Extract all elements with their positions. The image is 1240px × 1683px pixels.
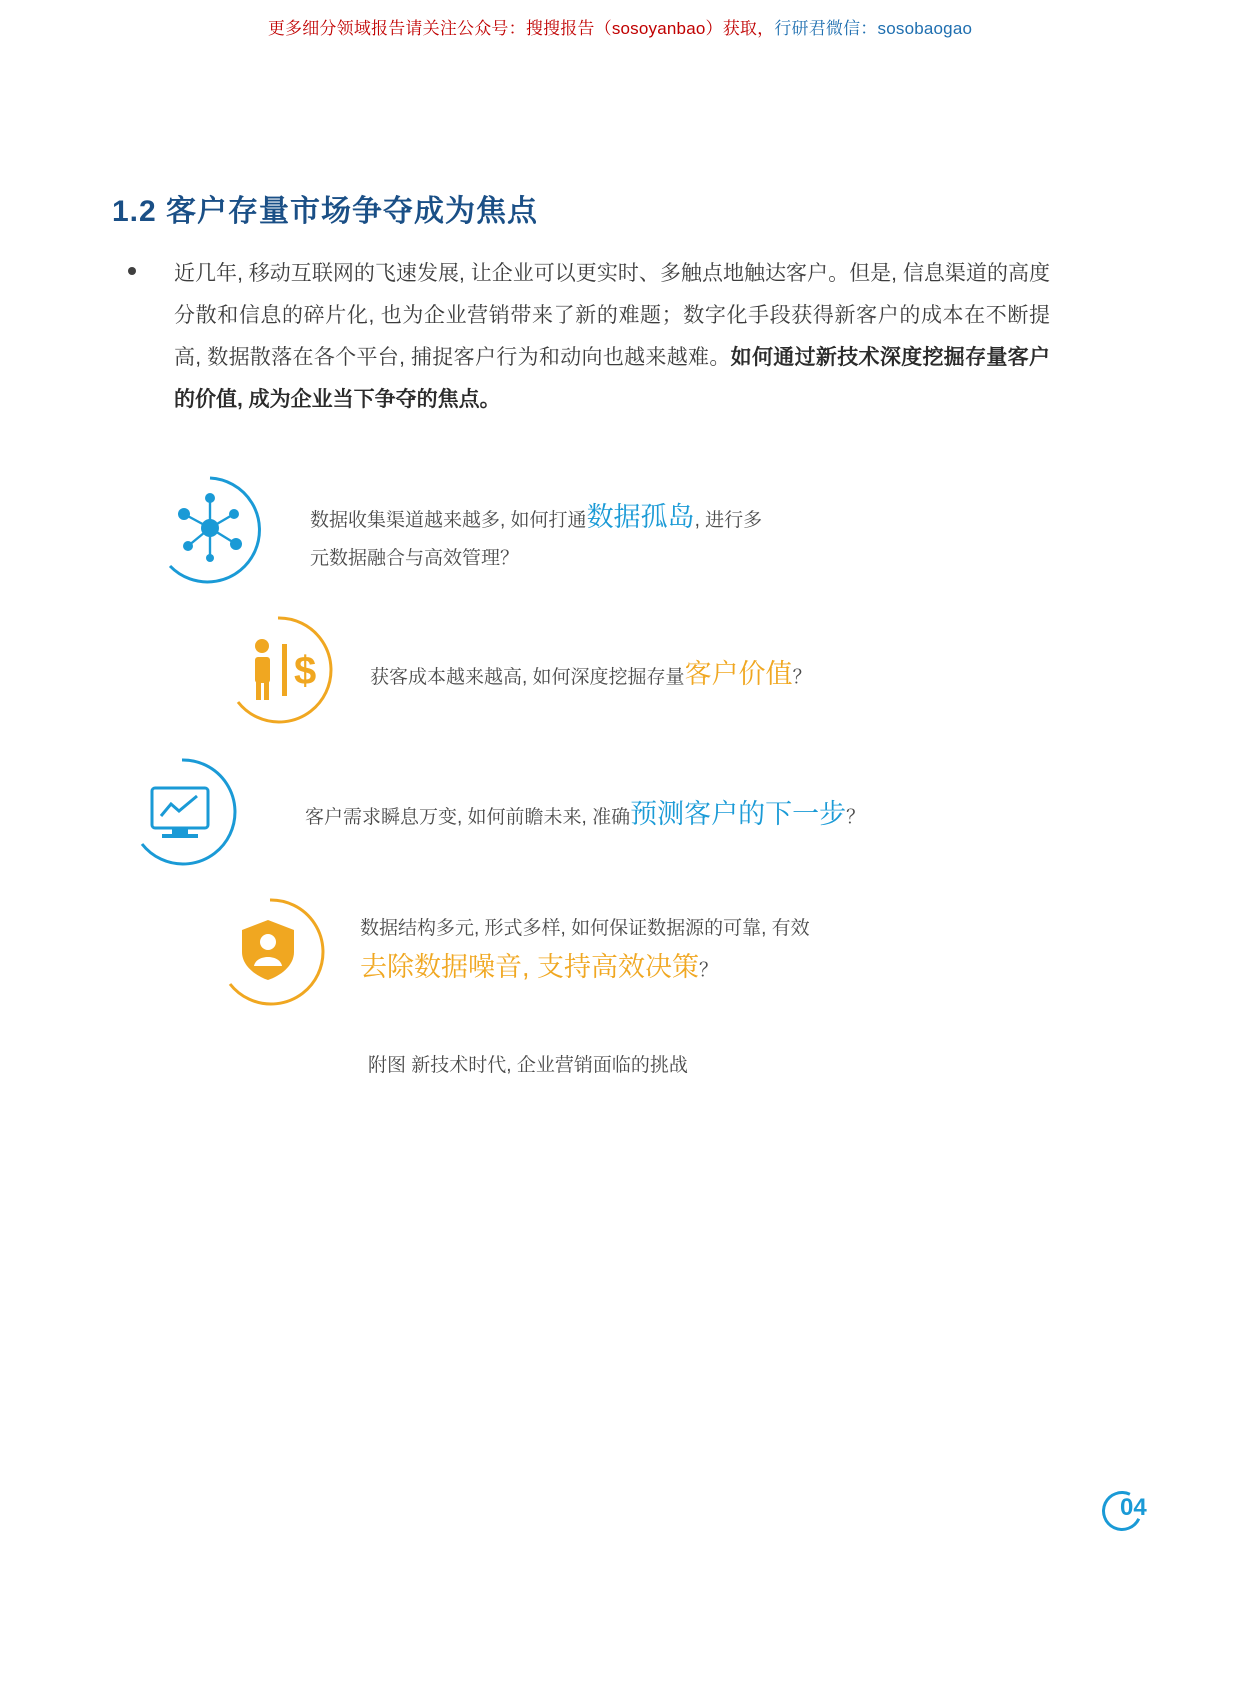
monitor-chart-icon: [120, 750, 240, 870]
figure-caption: 附图 新技术时代, 企业营销面临的挑战: [368, 1055, 688, 1076]
promo-banner-wechat-text: 行研君微信：sosobaogao: [774, 19, 973, 38]
bullet-paragraph: [120, 253, 1050, 421]
promo-banner-red-text: 更多细分领域报告请关注公众号：搜搜报告（sosoyanbao）获取，: [267, 19, 775, 38]
page-title: 1.2 客户存量市场争夺成为焦点: [112, 195, 539, 228]
figure-row-1-text: [310, 498, 770, 578]
figure-row-2-highlight: 客户价值: [684, 659, 793, 689]
figure-row-3-text: [305, 795, 865, 837]
figure-row-4-text-before: 数据结构多元, 形式多样, 如何保证数据源的可靠, 有效: [360, 918, 810, 939]
figure-row-3-highlight: 预测客户的下一步: [630, 799, 847, 829]
figure-row-4: [210, 890, 1110, 1030]
figure-row-1-text-before: 数据收集渠道越来越多, 如何打通: [310, 510, 587, 531]
figure-row-4-text-after: ？: [699, 960, 719, 981]
figure-row-2-text-after: ？: [792, 667, 812, 688]
bullet-dot-icon: [128, 267, 136, 275]
figure-row-2: [220, 610, 1110, 750]
figure-row-1-highlight: 数据孤岛: [586, 502, 695, 532]
promo-banner: [0, 14, 1240, 39]
network-nodes-icon: [150, 470, 270, 590]
paragraph-normal-text: 近几年, 移动互联网的飞速发展, 让企业可以更实时、多触点地触达客户。但是, 信息渠道的高度分散和信息的碎片化, 也为企业营销带来了新的难题；数字化手段获得新客户的成本在不断提高, 数据散落在各个平台, 捕捉客户行为和动向也越来越难。: [174, 262, 1050, 369]
page-number: [1102, 1491, 1158, 1535]
figure-challenges: [110, 470, 1110, 1076]
shield-user-icon: [210, 890, 330, 1010]
figure-row-4-text: [360, 910, 830, 990]
figure-row-1-text-after: , 进行多元数据融合与高效管理？: [310, 510, 763, 569]
figure-row-3: [120, 750, 1110, 890]
person-money-icon: [220, 610, 340, 730]
figure-row-2-text: [370, 655, 812, 697]
paragraph-bold-text: 如何通过新技术深度挖掘存量客户的价值, 成为企业当下争夺的焦点。: [174, 346, 1050, 411]
figure-row-1: [150, 470, 1110, 610]
page-number-value: 04: [1120, 1494, 1147, 1521]
svg-text:$: $: [294, 649, 317, 693]
figure-row-3-text-before: 客户需求瞬息万变, 如何前瞻未来, 准确: [305, 807, 631, 828]
figure-row-3-text-after: ？: [846, 807, 866, 828]
figure-row-4-highlight: 去除数据噪音, 支持高效决策: [360, 952, 700, 982]
paragraph-text: [174, 253, 1050, 421]
figure-row-2-text-before: 获客成本越来越高, 如何深度挖掘存量: [370, 667, 685, 688]
